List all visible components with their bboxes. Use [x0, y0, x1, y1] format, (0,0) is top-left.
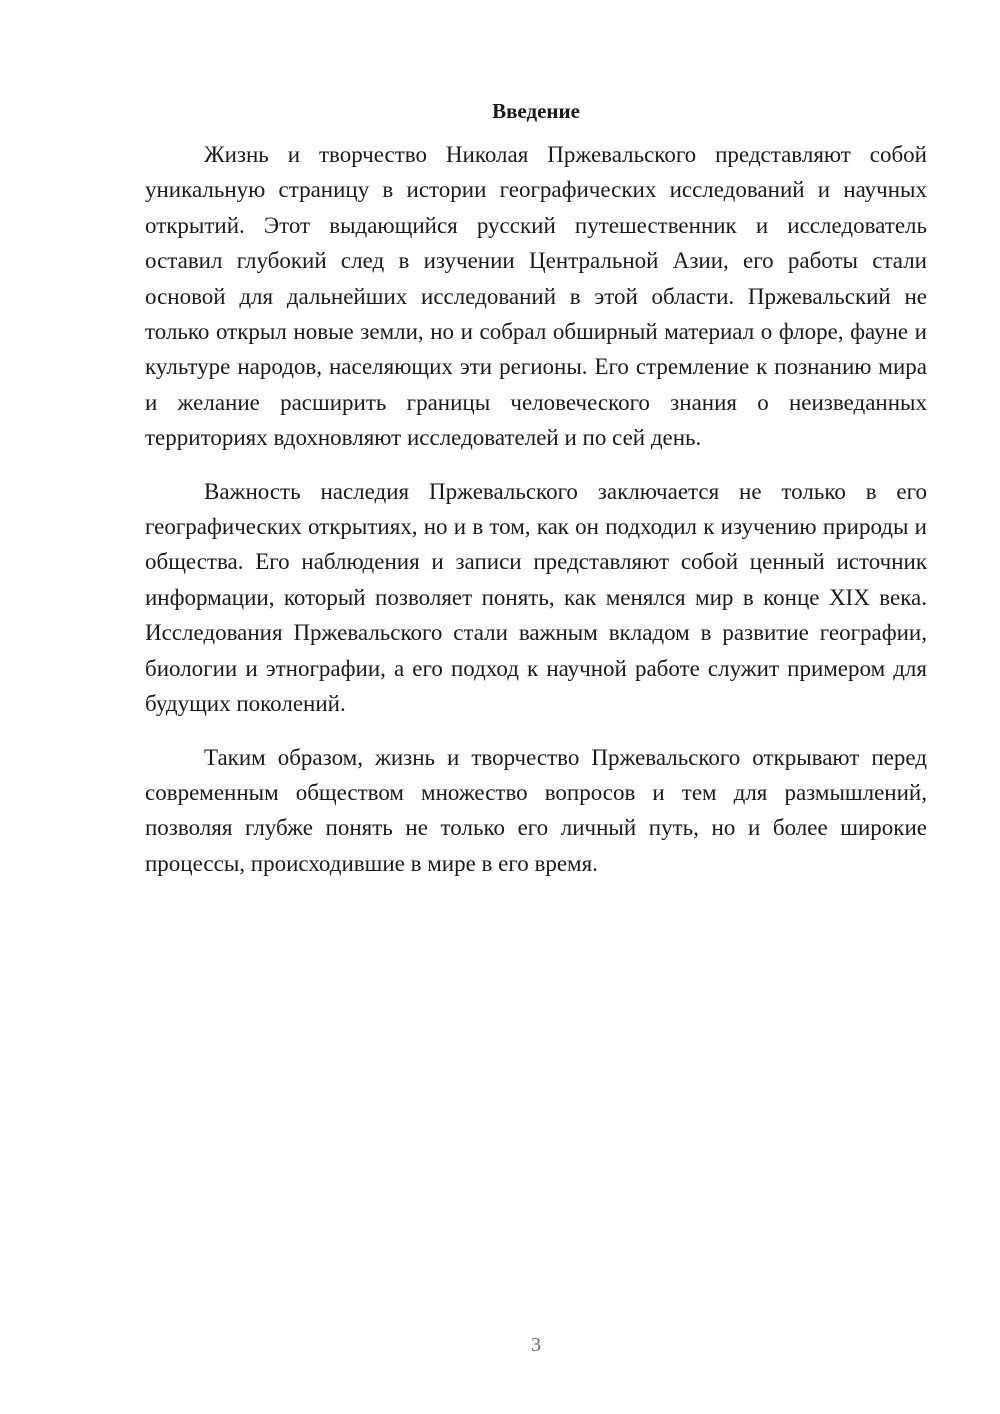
page-number: 3	[531, 1334, 541, 1356]
paragraph: Важность наследия Пржевальского заключается не только в его географических открытиях, но и в том, как он подходил к изучению природы и общества. Его наблюдения и записи представляют собой ценный источник информации, который позволяет понять, как менялся мир в конце XIX века. Исследования Пржевальского стали важным вкладом в развитие географии, биологии и этнографии, а его подход к научной работе служит примером для будущих поколений.	[145, 478, 927, 717]
page-content	[145, 96, 927, 881]
paragraph: Таким образом, жизнь и творчество Пржевальского открывают перед современным обществом множество вопросов и тем для размышлений, позволяя глубже понять не только его личный путь, но и более широкие процессы, происходившие в мире в его время.	[145, 744, 927, 876]
section-title: Введение	[492, 99, 580, 123]
paragraph: Жизнь и творчество Николая Пржевальского представляют собой уникальную страницу в истории географических исследований и научных открытий. Этот выдающийся русский путешественник и исследователь оставил глубокий след в изучении Центральной Азии, его работы стали основой для дальнейших исследований в этой области. Пржевальский не только открыл новые земли, но и собрал обширный материал о флоре, фауне и культуре народов, населяющих эти регионы. Его стремление к познанию мира и желание расширить границы человеческого знания о неизведанных территориях вдохновляют исследователей и по сей день.	[145, 142, 927, 451]
